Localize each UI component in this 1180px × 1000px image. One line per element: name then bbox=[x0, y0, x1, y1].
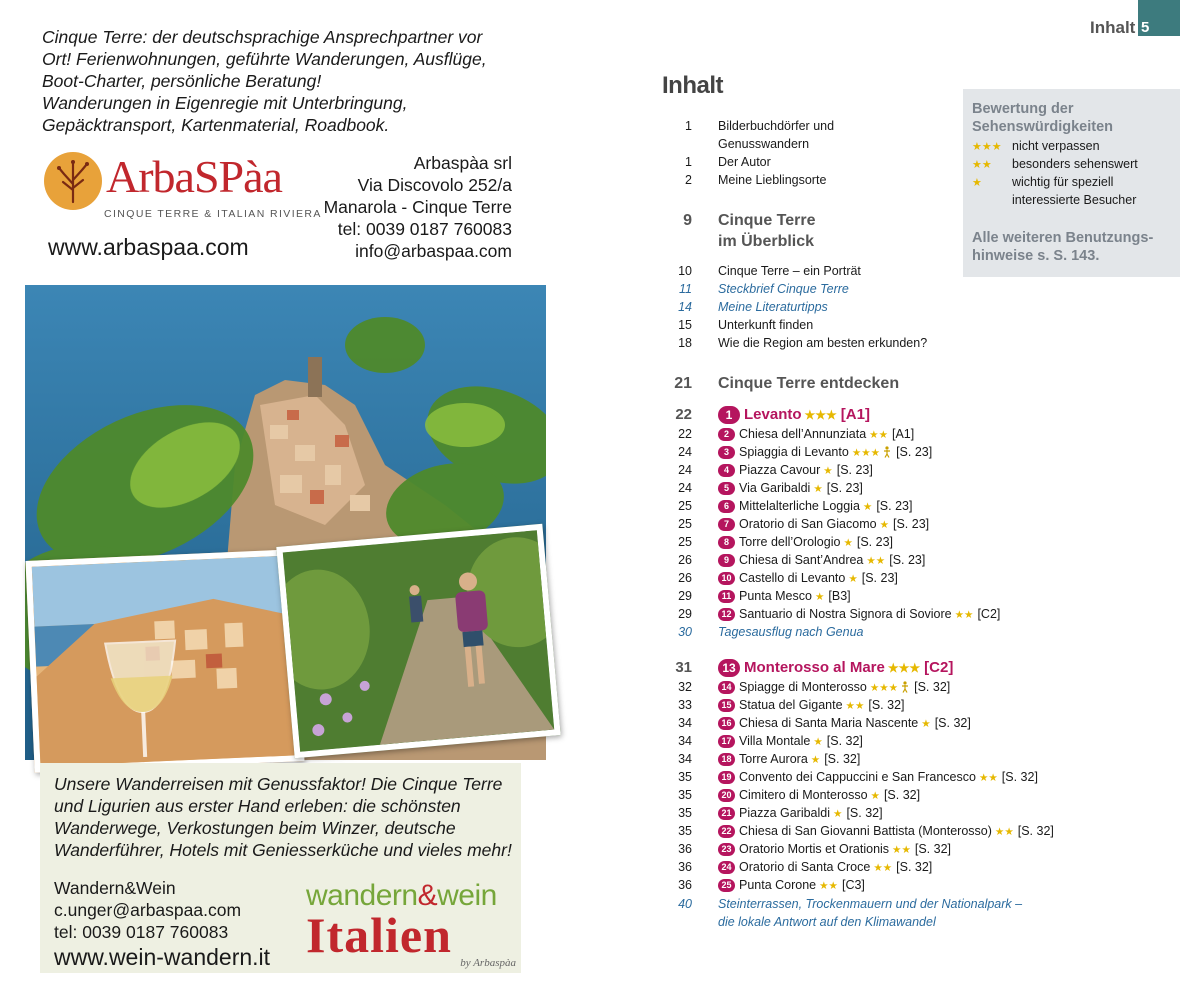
legend-row bbox=[972, 193, 1136, 207]
toc-page: 26 bbox=[678, 571, 692, 585]
sight-name: Chiesa di Santa Maria Nascente bbox=[739, 716, 919, 730]
sight-number-badge: 15 bbox=[718, 699, 735, 712]
logo-name: ArbaSPàa bbox=[106, 151, 282, 202]
sight-number-badge: 9 bbox=[718, 554, 735, 567]
legend-title bbox=[972, 100, 1113, 136]
map-ref: [S. 23] bbox=[861, 571, 898, 585]
toc-page: 26 bbox=[678, 553, 692, 567]
sight-number-badge: 3 bbox=[718, 446, 735, 459]
section-page: 9 bbox=[683, 212, 692, 229]
star-icon: ★★★ bbox=[804, 408, 837, 422]
sight-number-badge: 23 bbox=[718, 843, 735, 856]
map-ref: [A1] bbox=[892, 427, 915, 441]
manarola-wine-photo bbox=[26, 549, 305, 773]
family-friendly-icon bbox=[900, 681, 910, 693]
sight-number-badge: 17 bbox=[718, 735, 735, 748]
toc-page: 22 bbox=[678, 427, 692, 441]
toc-page: 34 bbox=[678, 752, 692, 766]
star-icon: ★ bbox=[921, 718, 931, 730]
toc-page: 10 bbox=[678, 264, 692, 278]
toc-page: 36 bbox=[678, 860, 692, 874]
sight-number-badge: 25 bbox=[718, 879, 735, 892]
toc-page: 24 bbox=[678, 481, 692, 495]
section-title: Cinque Terre bbox=[718, 212, 816, 229]
intro-line: Boot-Charter, persönliche Beratung! bbox=[42, 71, 322, 91]
toc-page: 32 bbox=[678, 680, 692, 694]
map-ref: [S. 32] bbox=[826, 734, 863, 748]
toc-page: 29 bbox=[678, 607, 692, 621]
sight-number-badge: 5 bbox=[718, 482, 735, 495]
sight-number-badge: 20 bbox=[718, 789, 735, 802]
toc-page: 29 bbox=[678, 589, 692, 603]
sight-name: Castello di Levanto bbox=[739, 571, 846, 585]
toc-page: 11 bbox=[679, 282, 692, 296]
toc-page: 35 bbox=[678, 770, 692, 784]
sight-name: Oratorio Mortis et Orationis bbox=[739, 842, 890, 856]
toc-page: 1 bbox=[685, 119, 692, 133]
sight-name: Chiesa di San Giovanni Battista (Monterosso) bbox=[739, 824, 992, 838]
ww-word-b: wein bbox=[437, 879, 497, 912]
sight-number-badge: 14 bbox=[718, 681, 735, 694]
star-icon: ★★ bbox=[954, 609, 974, 621]
toc-page: 14 bbox=[678, 300, 692, 314]
toc-page: 15 bbox=[678, 318, 692, 332]
map-ref: [S. 32] bbox=[1017, 824, 1054, 838]
rating-legend bbox=[963, 89, 1180, 277]
toc-page: 35 bbox=[678, 824, 692, 838]
legend-text: nicht verpassen bbox=[1012, 139, 1100, 153]
star-icon: ★ bbox=[862, 501, 873, 513]
legend-note-line: hinweise s. S. 143. bbox=[972, 248, 1100, 264]
star-icon: ★★ bbox=[845, 700, 865, 712]
toc-text: die lokale Antwort auf den Klimawandel bbox=[718, 915, 936, 929]
ww-by: by Arbaspàa bbox=[460, 957, 516, 969]
star-icon: ★★★ bbox=[851, 447, 881, 459]
company-address bbox=[324, 152, 512, 262]
ww-ampersand: & bbox=[417, 879, 438, 912]
map-ref: [S. 23] bbox=[876, 499, 913, 513]
tour-line: und Ligurien aus erster Hand erleben: die schönsten bbox=[54, 796, 461, 816]
toc-page: 36 bbox=[678, 842, 692, 856]
legend-title-line: Sehenswürdigkeiten bbox=[972, 119, 1114, 135]
map-ref: [S. 32] bbox=[868, 698, 905, 712]
toc-text: Steckbrief Cinque Terre bbox=[718, 282, 849, 296]
intro-line: Ort! Ferienwohnungen, geführte Wanderungen, Ausflüge, bbox=[42, 49, 487, 69]
tour-line: Wanderführer, Hotels mit Geniesserküche und vieles mehr! bbox=[54, 840, 512, 860]
sight-number-badge: 11 bbox=[718, 590, 735, 603]
contact-email[interactable]: c.unger@arbaspaa.com bbox=[54, 900, 242, 920]
sight-name: Punta Mesco bbox=[739, 589, 812, 603]
map-ref: [S. 32] bbox=[896, 860, 933, 874]
toc-text: Genusswandern bbox=[718, 137, 810, 151]
toc-page: 35 bbox=[678, 806, 692, 820]
tour-description bbox=[54, 773, 512, 861]
toc-page: 25 bbox=[678, 517, 692, 531]
map-ref: [S. 23] bbox=[836, 463, 873, 477]
sight-number-badge: 12 bbox=[718, 608, 735, 621]
sight-name: Oratorio di Santa Croce bbox=[739, 860, 871, 874]
star-icon: ★ bbox=[814, 591, 825, 603]
map-ref: [B3] bbox=[828, 589, 851, 603]
map-ref: [S. 23] bbox=[896, 445, 933, 459]
advert-intro bbox=[42, 26, 532, 136]
toc-page: 24 bbox=[678, 463, 692, 477]
ww-word-a: wandern bbox=[306, 879, 418, 912]
star-icon: ★★ bbox=[994, 826, 1014, 838]
sight-number-badge: 24 bbox=[718, 861, 735, 874]
star-icon: ★★★ bbox=[869, 682, 899, 694]
legend-row bbox=[972, 139, 1100, 153]
address-email: info@arbaspaa.com bbox=[355, 241, 512, 261]
sight-number-badge: 10 bbox=[718, 572, 735, 585]
hiking-trail-photo bbox=[276, 524, 560, 758]
contact-name: Wandern&Wein bbox=[54, 878, 176, 898]
place-name: Levanto bbox=[744, 406, 802, 423]
toc-page: 30 bbox=[678, 625, 692, 639]
address-line: Via Discovolo 252/a bbox=[357, 175, 512, 195]
sight-name: Chiesa di Sant’Andrea bbox=[739, 553, 864, 567]
toc-page: 25 bbox=[678, 535, 692, 549]
sight-number-badge: 7 bbox=[718, 518, 735, 531]
place-number-badge: 1 bbox=[718, 406, 740, 424]
toc-text: Bilderbuchdörfer und bbox=[718, 119, 835, 133]
toc-page: 1 bbox=[685, 155, 692, 169]
family-friendly-icon bbox=[882, 446, 892, 458]
star-icon: ★ bbox=[813, 736, 823, 748]
intro-line: Gepäcktransport, Kartenmaterial, Roadbook. bbox=[42, 115, 390, 135]
toc-page: 24 bbox=[678, 445, 692, 459]
address-line: Arbaspàa srl bbox=[413, 153, 512, 173]
map-ref: [S. 23] bbox=[889, 553, 926, 567]
address-line: Manarola - Cinque Terre bbox=[323, 197, 512, 217]
tour-line: Unsere Wanderreisen mit Genussfaktor! Die Cinque Terre bbox=[54, 774, 503, 794]
map-ref: [S. 32] bbox=[1001, 770, 1038, 784]
wandern-wein-logo bbox=[306, 879, 516, 969]
sight-name: Santuario di Nostra Signora di Soviore bbox=[739, 607, 952, 621]
sight-number-badge: 21 bbox=[718, 807, 735, 820]
sight-name: Mittelalterliche Loggia bbox=[739, 499, 860, 513]
toc-page: 34 bbox=[678, 716, 692, 730]
star-icon: ★★ bbox=[972, 159, 992, 171]
toc-text: Meine Literaturtipps bbox=[718, 300, 828, 314]
map-ref: [S. 32] bbox=[883, 788, 921, 802]
toc-text: Tagesausflug nach Genua bbox=[718, 625, 864, 639]
star-icon: ★★ bbox=[873, 862, 893, 874]
map-ref: [S. 23] bbox=[892, 517, 930, 531]
toc-page: 34 bbox=[678, 734, 692, 748]
map-ref: [S. 23] bbox=[826, 481, 863, 495]
sight-name: Statua del Gigante bbox=[739, 698, 843, 712]
legend-row bbox=[972, 175, 1113, 189]
sight-number-badge: 16 bbox=[718, 717, 735, 730]
sight-number-badge: 19 bbox=[718, 771, 735, 784]
address-phone: tel: 0039 0187 760083 bbox=[337, 219, 512, 239]
sight-number-badge: 8 bbox=[718, 536, 735, 549]
tour-advert-box bbox=[40, 763, 521, 973]
legend-row bbox=[972, 157, 1138, 171]
sight-name: Villa Montale bbox=[739, 734, 811, 748]
map-ref: [S. 32] bbox=[824, 752, 861, 766]
website-link[interactable]: www.arbaspaa.com bbox=[48, 234, 249, 260]
contact-website[interactable]: www.wein-wandern.it bbox=[54, 944, 271, 970]
intro-line: Wanderungen in Eigenregie mit Unterbringung, bbox=[42, 93, 408, 113]
section-page: 21 bbox=[674, 375, 692, 392]
star-icon: ★ bbox=[879, 519, 889, 531]
toc-page: 33 bbox=[678, 698, 692, 712]
star-icon: ★ bbox=[823, 465, 833, 477]
place-number-badge: 13 bbox=[718, 659, 740, 677]
map-ref: [C3] bbox=[841, 878, 865, 892]
intro-line: Cinque Terre: der deutschsprachige Ansprechpartner vor bbox=[42, 27, 483, 47]
toc-page: 25 bbox=[678, 499, 692, 513]
sight-name: Via Garibaldi bbox=[739, 481, 811, 495]
contact-phone: tel: 0039 0187 760083 bbox=[54, 922, 229, 942]
logo-tagline: CINQUE TERRE & ITALIAN RIVIERA bbox=[104, 208, 322, 220]
star-icon: ★★ bbox=[819, 880, 838, 892]
sight-number-badge: 22 bbox=[718, 825, 735, 838]
sight-name: Piazza Garibaldi bbox=[739, 806, 831, 820]
arbaspaa-logo bbox=[44, 151, 322, 227]
legend-note-line: Alle weiteren Benutzungs- bbox=[972, 230, 1154, 246]
page-number-tab bbox=[1138, 0, 1180, 36]
toc-text: Wie die Region am besten erkunden? bbox=[718, 336, 928, 350]
sight-number-badge: 4 bbox=[718, 464, 735, 477]
sight-name: Torre dell’Orologio bbox=[739, 535, 841, 549]
sight-number-badge: 2 bbox=[718, 428, 735, 441]
sight-name: Punta Corone bbox=[739, 878, 817, 892]
toc-text: Unterkunft finden bbox=[718, 318, 814, 332]
sight-name: Cimitero di Monterosso bbox=[739, 788, 868, 802]
toc-title: Inhalt bbox=[662, 72, 723, 99]
sight-name: Chiesa dell’Annunziata bbox=[739, 427, 867, 441]
sight-name: Spiagge di Monterosso bbox=[739, 680, 867, 694]
star-icon: ★ bbox=[813, 483, 823, 495]
toc-page: 31 bbox=[675, 659, 692, 676]
star-icon: ★★ bbox=[869, 429, 888, 441]
star-icon: ★ bbox=[870, 790, 880, 802]
star-icon: ★ bbox=[848, 573, 858, 585]
map-ref: [S. 23] bbox=[856, 535, 893, 549]
running-header: Inhalt bbox=[1090, 18, 1136, 37]
tour-contact bbox=[54, 877, 270, 971]
sight-name: Oratorio di San Giacomo bbox=[739, 517, 877, 531]
toc-page: 35 bbox=[678, 788, 692, 802]
toc-page: 18 bbox=[678, 336, 692, 350]
star-icon: ★★ bbox=[866, 555, 886, 567]
map-ref: [C2] bbox=[977, 607, 1001, 621]
star-icon: ★★★ bbox=[972, 141, 1002, 153]
tree-logo-icon bbox=[44, 152, 102, 210]
legend-text: besonders sehenswert bbox=[1012, 157, 1138, 171]
star-icon: ★ bbox=[972, 177, 982, 189]
legend-text: wichtig für speziell bbox=[1012, 175, 1114, 189]
sight-name: Spiaggia di Levanto bbox=[739, 445, 849, 459]
sight-name: Torre Aurora bbox=[739, 752, 808, 766]
map-ref: [S. 32] bbox=[934, 716, 971, 730]
sight-number-badge: 6 bbox=[718, 500, 735, 513]
sight-name: Piazza Cavour bbox=[739, 463, 821, 477]
toc-page: 2 bbox=[685, 173, 692, 187]
star-icon: ★ bbox=[833, 808, 843, 820]
toc-text: Steinterrassen, Trockenmauern und der Nationalpark – bbox=[718, 897, 1023, 911]
section-title: Cinque Terre entdecken bbox=[718, 375, 900, 392]
map-ref: [A1] bbox=[840, 406, 870, 423]
page-number: 5 bbox=[1141, 19, 1150, 36]
star-icon: ★★ bbox=[892, 844, 911, 856]
toc-text: Der Autor bbox=[718, 155, 771, 169]
place-name: Monterosso al Mare bbox=[744, 659, 885, 676]
tour-line: Wanderwege, Verkostungen beim Winzer, deutsche bbox=[54, 818, 456, 838]
toc-text: Meine Lieblingsorte bbox=[718, 173, 827, 187]
legend-note bbox=[972, 229, 1153, 265]
ww-italien: Italien bbox=[306, 907, 452, 963]
star-icon: ★ bbox=[843, 537, 853, 549]
toc-page: 36 bbox=[678, 878, 692, 892]
toc-page: 22 bbox=[675, 406, 692, 423]
sight-name: Convento dei Cappuccini e San Francesco bbox=[739, 770, 976, 784]
star-icon: ★★★ bbox=[887, 661, 921, 675]
map-ref: [C2] bbox=[924, 659, 954, 676]
legend-text: interessierte Besucher bbox=[1012, 193, 1137, 207]
legend-title-line: Bewertung der bbox=[972, 101, 1074, 117]
map-ref: [S. 32] bbox=[914, 680, 951, 694]
map-ref: [S. 32] bbox=[914, 842, 952, 856]
star-icon: ★★ bbox=[978, 772, 998, 784]
section-title: im Überblick bbox=[718, 233, 815, 250]
sight-number-badge: 18 bbox=[718, 753, 735, 766]
star-icon: ★ bbox=[810, 754, 821, 766]
map-ref: [S. 32] bbox=[846, 806, 883, 820]
toc-page: 40 bbox=[678, 897, 692, 911]
toc-text: Cinque Terre – ein Porträt bbox=[718, 264, 861, 278]
